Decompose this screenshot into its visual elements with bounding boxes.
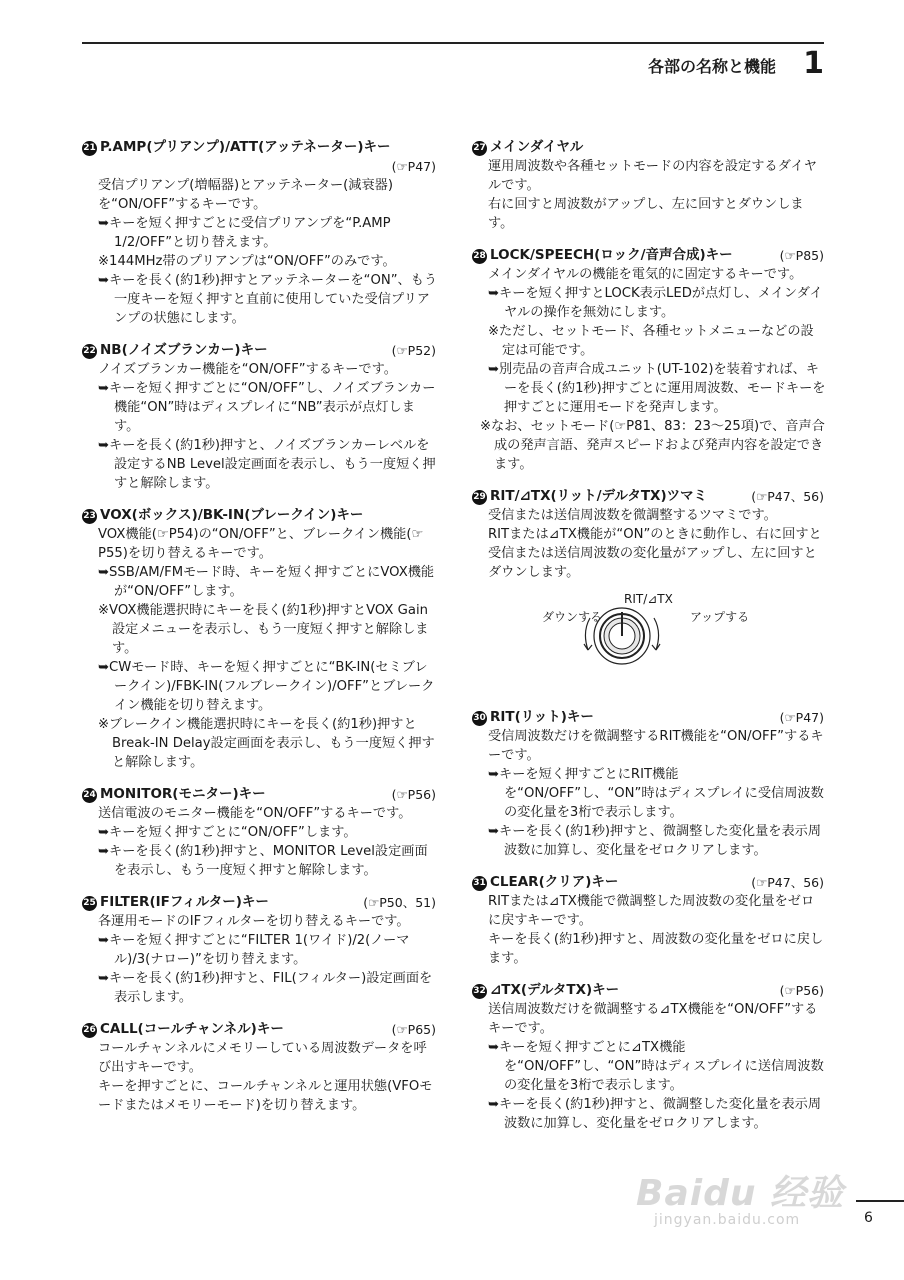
item-title-text: LOCK/SPEECH(ロック/音声合成)キー <box>490 247 733 263</box>
item-title <box>472 246 826 265</box>
bullet-line: ➥別売品の音声合成ユニット(UT-102)を装着すれば、キーを長く(約1秒)押すごとに運用周波数、モードキーを押すごとに運用モードを発声します。 <box>488 362 826 415</box>
item-31 <box>472 873 826 968</box>
bullet-line: ➥キーを短く押すごとに“ON/OFF”します。 <box>98 825 357 840</box>
item-21 <box>82 138 438 328</box>
watermark-url: jingyan.baidu.com <box>654 1212 801 1228</box>
page-reference: (☞P47、56) <box>751 875 824 890</box>
note-line: ※ブレークイン機能選択時にキーを長く(約1秒)押すとBreak-IN Delay設定画面を表示し、もう一度短く押すと解除します。 <box>98 717 435 770</box>
paragraph: 右に回すと周波数がアップし、左に回すとダウンします。 <box>488 197 804 231</box>
dial-down-label: ダウンする <box>542 610 603 624</box>
item-29 <box>472 487 826 676</box>
item-25 <box>82 893 438 1007</box>
item-title <box>82 506 438 525</box>
item-number-badge: 23 <box>82 509 97 524</box>
bullet-line: ➥キーを長く(約1秒)押すと、ノイズブランカーレベルを設定するNB Level設定画面を表示し、もう一度短く押すと解除します。 <box>98 438 436 491</box>
paragraph: コールチャンネルにメモリーしている周波数データを呼び出すキーです。 <box>98 1041 427 1075</box>
paragraph: 各運用モードのIFフィルターを切り替えるキーです。 <box>98 914 410 929</box>
item-title-text: RIT/⊿TX(リット/デルタTX)ツマミ <box>490 488 708 504</box>
page-reference: (☞P56) <box>391 787 436 802</box>
bullet-line: ➥キーを長く(約1秒)押すと、微調整した変化量を表示周波数に加算し、変化量をゼロクリアします。 <box>488 1097 822 1131</box>
page-reference: (☞P47) <box>779 710 824 725</box>
paragraph: RITまたは⊿TX機能で微調整した周波数の変化量をゼロに戻すキーです。 <box>488 894 815 928</box>
item-title-text: RIT(リット)キー <box>490 709 594 725</box>
item-title <box>82 1020 438 1039</box>
note-line: ※144MHz帯のプリアンプは“ON/OFF”のみです。 <box>98 254 396 269</box>
item-number-badge: 24 <box>82 788 97 803</box>
bullet-line: ➥キーを短く押すごとに⊿TX機能を“ON/OFF”し、“ON”時はディスプレイに送信周波数の変化量を3桁で表示します。 <box>488 1040 824 1093</box>
footer-rule <box>856 1200 904 1202</box>
watermark-logo: Baidu 经验 <box>636 1173 845 1214</box>
item-title-text: P.AMP(プリアンプ)/ATT(アッテネーター)キー <box>100 139 391 155</box>
bullet-line: ➥CWモード時、キーを短く押すごとに“BK-IN(セミブレークイン)/FBK-IN(フルブレークイン)/OFF”とブレークイン機能を切り替えます。 <box>98 660 435 713</box>
item-title-text: CALL(コールチャンネル)キー <box>100 1021 284 1037</box>
item-32 <box>472 981 826 1133</box>
page-reference: (☞P65) <box>391 1022 436 1037</box>
paragraph: 送信周波数だけを微調整する⊿TX機能を“ON/OFF”するキーです。 <box>488 1002 818 1036</box>
item-23 <box>82 506 438 772</box>
item-title <box>82 341 438 360</box>
paragraph: メインダイヤルの機能を電気的に固定するキーです。 <box>488 267 803 282</box>
item-title <box>472 981 826 1000</box>
item-number-badge: 31 <box>472 876 487 891</box>
item-number-badge: 32 <box>472 984 487 999</box>
page-reference: (☞P85) <box>779 248 824 263</box>
page-reference: (☞P52) <box>391 343 436 358</box>
bullet-line: ➥SSB/AM/FMモード時、キーを短く押すごとにVOX機能が“ON/OFF”します。 <box>98 565 435 599</box>
dial-icon <box>532 588 692 678</box>
item-title <box>472 138 826 157</box>
item-title-text: NB(ノイズブランカー)キー <box>100 342 268 358</box>
item-22 <box>82 341 438 493</box>
note-line: ※VOX機能選択時にキーを長く(約1秒)押すとVOX Gain設定メニューを表示し、もう一度短く押すと解除します。 <box>98 603 429 656</box>
page-reference: (☞P47、56) <box>751 489 824 504</box>
note-line: ※ただし、セットモード、各種セットメニューなどの設定は可能です。 <box>488 324 814 358</box>
item-title-text: FILTER(IFフィルター)キー <box>100 894 269 910</box>
bullet-line: ➥キーを長く(約1秒)押すと、FIL(フィルター)設定画面を表示します。 <box>98 971 433 1005</box>
item-number-badge: 30 <box>472 711 487 726</box>
item-title <box>82 893 438 912</box>
item-title <box>82 785 438 804</box>
paragraph: 受信周波数だけを微調整するRIT機能を“ON/OFF”するキーです。 <box>488 729 824 763</box>
item-number-badge: 28 <box>472 249 487 264</box>
bullet-line: ➥キーを短く押すごとに受信プリアンプを“P.AMP 1/2/OFF”と切り替えます。 <box>98 216 391 250</box>
chapter-title: 各部の名称と機能 <box>647 57 776 76</box>
bullet-line: ➥キーを長く(約1秒)押すとアッテネーターを“ON”、もう一度キーを短く押すと直前に使用していた受信プリアンプの状態にします。 <box>98 273 438 326</box>
item-title-text: CLEAR(クリア)キー <box>490 874 619 890</box>
paragraph: 受信または送信周波数を微調整するツマミです。 <box>488 508 777 523</box>
dial-up-label: アップする <box>690 610 750 624</box>
item-title-text: メインダイヤル <box>490 139 584 155</box>
item-24 <box>82 785 438 880</box>
paragraph: RITまたは⊿TX機能が“ON”のときに動作し、右に回すと受信または送信周波数の変化量がアップし、左に回すとダウンします。 <box>488 527 822 580</box>
page-reference: (☞P56) <box>779 983 824 998</box>
right-column <box>472 138 826 1146</box>
paragraph: キーを長く(約1秒)押すと、周波数の変化量をゼロに戻します。 <box>488 932 824 966</box>
paragraph: 受信プリアンプ(増幅器)とアッテネーター(減衰器)を“ON/OFF”するキーです。 <box>98 178 394 212</box>
item-title <box>472 708 826 727</box>
note-line: ※なお、セットモード(☞P81、83：23〜25項)で、音声合成の発声言語、発声スピードおよび発声内容を設定できます。 <box>480 419 825 472</box>
item-number-badge: 25 <box>82 896 97 911</box>
bullet-line: ➥キーを長く(約1秒)押すと、微調整した変化量を表示周波数に加算し、変化量をゼロクリアします。 <box>488 824 822 858</box>
item-number-badge: 21 <box>82 141 97 156</box>
header-rule <box>82 42 824 44</box>
item-number-badge: 27 <box>472 141 487 156</box>
item-title <box>472 487 826 506</box>
bullet-line: ➥キーを短く押すごとに“FILTER 1(ワイド)/2(ノーマル)/3(ナロー)”を切り替えます。 <box>98 933 410 967</box>
page-number: 6 <box>864 1210 873 1226</box>
rit-dial-illustration <box>472 588 826 676</box>
paragraph: VOX機能(☞P54)の“ON/OFF”と、ブレークイン機能(☞P55)を切り替えるキーです。 <box>98 527 424 561</box>
item-title <box>472 873 826 892</box>
item-30 <box>472 708 826 860</box>
chapter-number: 1 <box>803 46 824 81</box>
item-number-badge: 29 <box>472 490 487 505</box>
paragraph: 送信電波のモニター機能を“ON/OFF”するキーです。 <box>98 806 412 821</box>
page-reference: (☞P47) <box>391 159 436 174</box>
left-column <box>82 138 438 1128</box>
item-28 <box>472 246 826 474</box>
item-title-text: VOX(ボックス)/BK-IN(ブレークイン)キー <box>100 507 364 523</box>
item-title-text: ⊿TX(デルタTX)キー <box>490 982 620 998</box>
item-title <box>82 138 438 157</box>
watermark <box>636 1165 856 1235</box>
paragraph: ノイズブランカー機能を“ON/OFF”するキーです。 <box>98 362 397 377</box>
item-number-badge: 22 <box>82 344 97 359</box>
item-number-badge: 26 <box>82 1023 97 1038</box>
paragraph: 運用周波数や各種セットモードの内容を設定するダイヤルです。 <box>488 159 817 193</box>
item-26 <box>82 1020 438 1115</box>
bullet-line: ➥キーを短く押すとLOCK表示LEDが点灯し、メインダイヤルの操作を無効にします。 <box>488 286 823 320</box>
bullet-line: ➥キーを長く(約1秒)押すと、MONITOR Level設定画面を表示し、もう一度短く押すと解除します。 <box>98 844 428 878</box>
paragraph: キーを押すごとに、コールチャンネルと運用状態(VFOモードまたはメモリーモード)を切り替えます。 <box>98 1079 433 1113</box>
bullet-line: ➥キーを短く押すごとに“ON/OFF”し、ノイズブランカー機能“ON”時はディスプレイに“NB”表示が点灯します。 <box>98 381 436 434</box>
page-reference: (☞P50、51) <box>363 895 436 910</box>
item-27 <box>472 138 826 233</box>
dial-name-label: RIT/⊿TX <box>624 592 673 606</box>
item-title-text: MONITOR(モニター)キー <box>100 786 266 802</box>
bullet-line: ➥キーを短く押すごとにRIT機能を“ON/OFF”し、“ON”時はディスプレイに受信周波数の変化量を3桁で表示します。 <box>488 767 824 820</box>
